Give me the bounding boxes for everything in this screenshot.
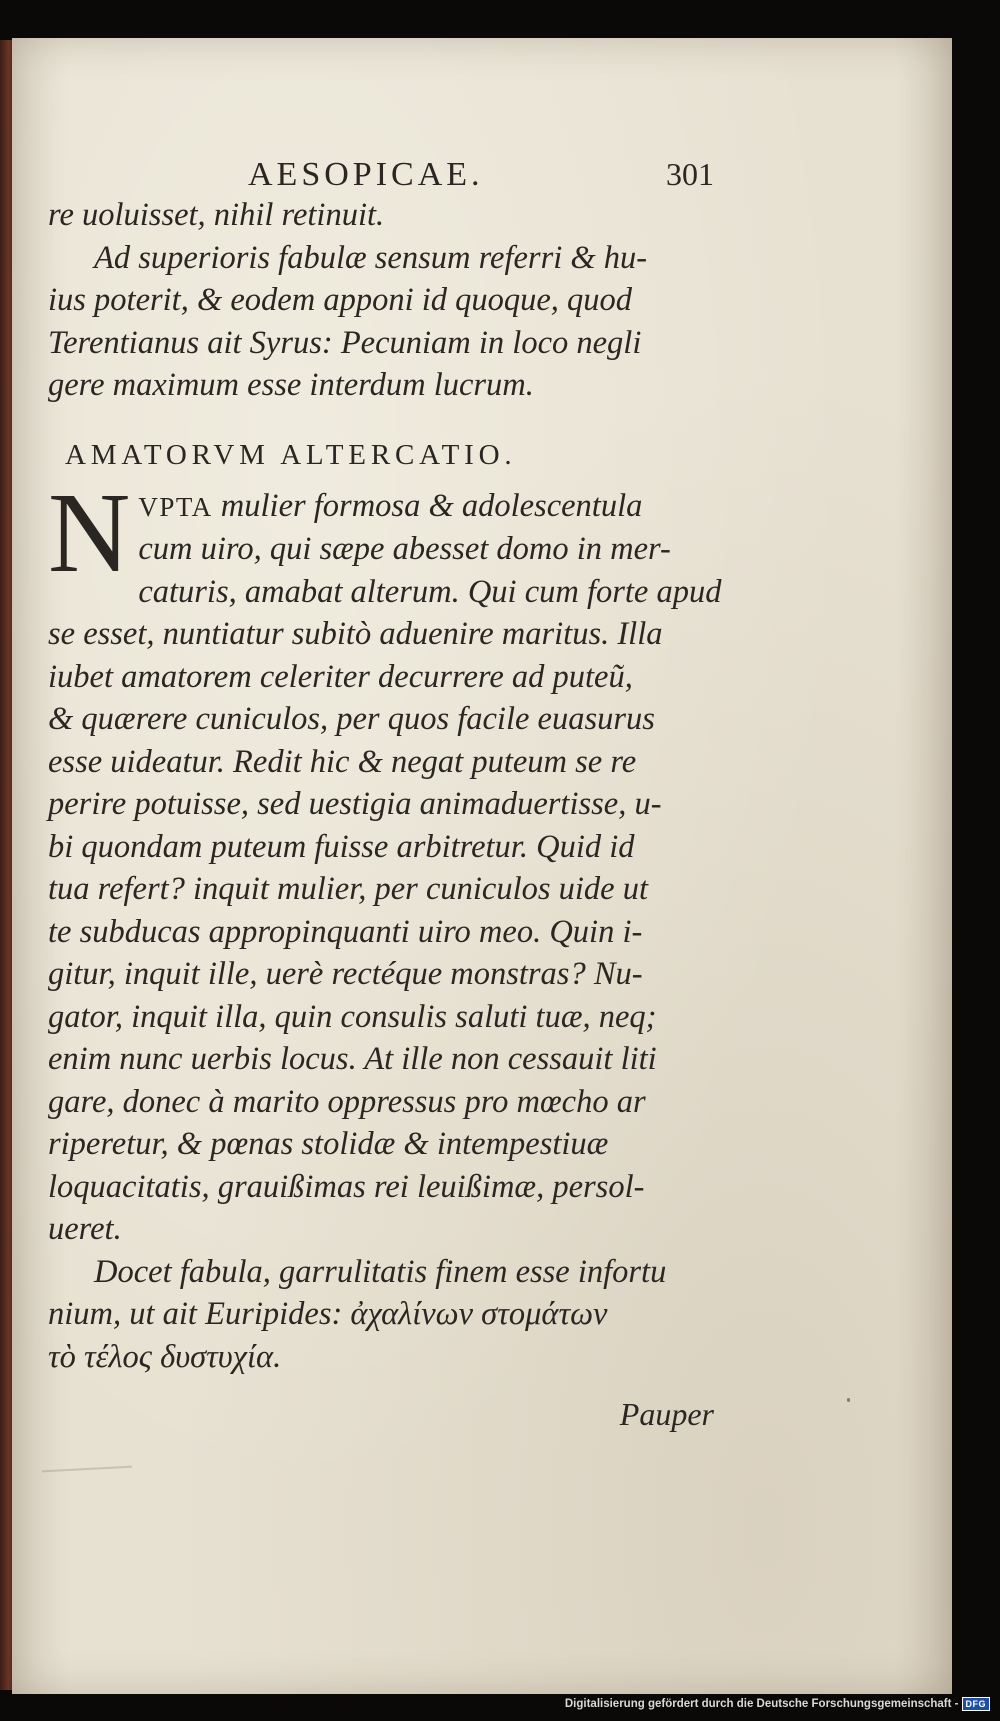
text-line: cum uiro, qui sæpe abesset domo in mer- xyxy=(138,531,671,567)
text-line: ueret. xyxy=(48,1211,122,1247)
text-line: tua refert? inquit mulier, per cuniculos uide ut xyxy=(48,871,648,907)
fable-paragraph xyxy=(48,468,722,1251)
paragraph-continuation xyxy=(48,194,718,237)
digitization-credit xyxy=(565,1695,990,1713)
text-line: gitur, inquit ille, uerè rectéque monstras? Nu- xyxy=(48,956,643,992)
text-line: gator, inquit illa, quin consulis saluti tuæ, neq; xyxy=(48,998,657,1035)
page-number: 301 xyxy=(666,156,714,192)
text-line: riperetur, & pœnas stolidæ & intempestiuæ xyxy=(48,1126,609,1162)
text-line: enim nunc uerbis locus. At ille non cessauit liti xyxy=(48,1041,657,1077)
text-line: τὸ τέλος δυστυχία. xyxy=(48,1338,282,1375)
text-line: esse uideatur. Redit hic & negat puteum se re xyxy=(48,743,637,780)
running-head xyxy=(48,134,718,194)
text-line: Ad superioris fabulæ sensum referri & hu- xyxy=(94,239,648,276)
text-line: iubet amatorem celeriter decurrere ad puteũ, xyxy=(48,658,633,695)
text-line: Terentianus ait Syrus: Pecuniam in loco negli xyxy=(48,324,642,361)
catchword-row xyxy=(48,1396,718,1433)
text-line: bi quondam puteum fuisse arbitretur. Quid id xyxy=(48,828,635,865)
running-head-title: AESOPICAE. xyxy=(248,156,484,193)
text-line: se esset, nuntiatur subitò aduenire maritus. Illa xyxy=(48,616,663,652)
book-page xyxy=(12,38,952,1694)
paragraph-commentary xyxy=(48,237,718,407)
text-line: mulier formosa & adolescentula xyxy=(212,487,643,524)
text-line: & quærere cuniculos, per quos facile euasurus xyxy=(48,701,655,737)
text-line: loquacitatis, grauißimas rei leuißimæ, persol- xyxy=(48,1168,645,1205)
first-word-smallcaps: VPTA xyxy=(138,491,213,522)
text-line: gere maximum esse interdum lucrum. xyxy=(48,367,534,403)
text-line: gare, donec à marito oppressus pro mœcho ar xyxy=(48,1083,646,1120)
section-title: AMATORVM ALTERCATIO. xyxy=(65,438,517,471)
text-line: ius poterit, & eodem apponi id quoque, quod xyxy=(48,282,633,318)
text-line: perire potuisse, sed uestigia animaduertisse, u- xyxy=(48,786,662,822)
catchword: Pauper xyxy=(619,1396,714,1432)
text-line: te subducas appropinquanti uiro meo. Quin i- xyxy=(48,913,643,950)
moral-paragraph xyxy=(48,1251,718,1379)
dfg-logo: DFG xyxy=(962,1697,991,1711)
paper-mark xyxy=(42,1466,132,1473)
credit-text: Digitalisierung gefördert durch die Deutsche Forschungsgemeinschaft - xyxy=(564,1698,959,1710)
text-line: re uoluisset, nihil retinuit. xyxy=(48,197,385,233)
text-line: caturis, amabat alterum. Qui cum forte apud xyxy=(138,573,722,610)
drop-cap: N xyxy=(48,468,131,596)
text-line: Docet fabula, garrulitatis finem esse infortu xyxy=(94,1253,667,1290)
paper-spot xyxy=(847,1398,850,1402)
page-text-block xyxy=(48,134,722,1433)
text-line: nium, ut ait Euripides: ἀχαλίνων στομάτων xyxy=(48,1296,608,1332)
